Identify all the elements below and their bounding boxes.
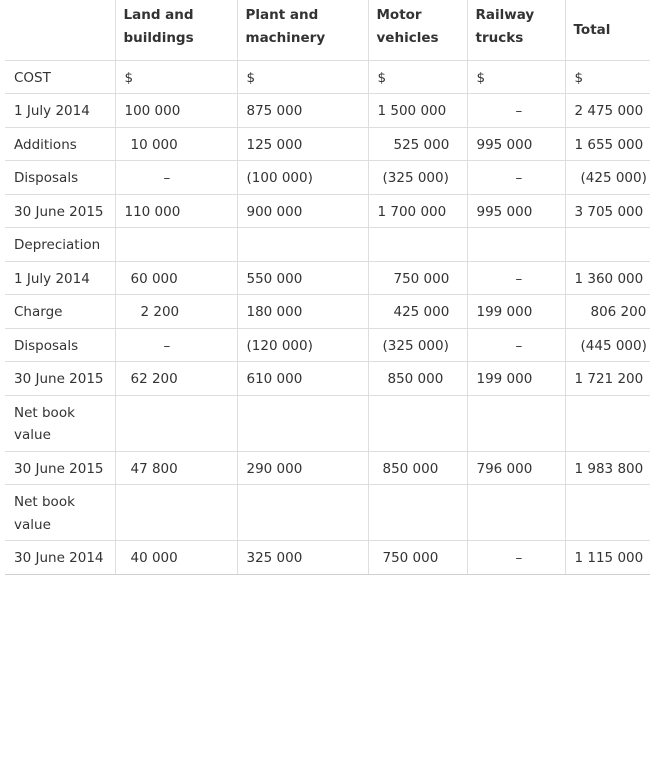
cell-plant: 550 000 <box>237 261 368 295</box>
row-label: Depreciation <box>5 228 115 262</box>
cell-total: 1 721 200 <box>565 362 650 396</box>
cell-railway <box>467 228 565 262</box>
row-label: 30 June 2015 <box>5 362 115 396</box>
cell-total: (445 000) <box>565 328 650 362</box>
row-label: Disposals <box>5 328 115 362</box>
cell-plant: (100 000) <box>237 161 368 195</box>
cell-total: $ <box>565 60 650 94</box>
cell-land <box>115 395 237 451</box>
table-row <box>5 94 650 128</box>
cell-land: – <box>115 328 237 362</box>
cell-railway: 995 000 <box>467 127 565 161</box>
cell-total: 1 655 000 <box>565 127 650 161</box>
row-label: 1 July 2014 <box>5 94 115 128</box>
cell-railway: $ <box>467 60 565 94</box>
table-row <box>5 362 650 396</box>
cell-motor: $ <box>368 60 467 94</box>
table-row <box>5 485 650 541</box>
cell-motor: 750 000 <box>368 541 467 575</box>
table-row <box>5 194 650 228</box>
cell-plant: 900 000 <box>237 194 368 228</box>
cell-plant <box>237 395 368 451</box>
cell-railway: 199 000 <box>467 295 565 329</box>
row-label: COST <box>5 60 115 94</box>
cell-motor: 525 000 <box>368 127 467 161</box>
table-row <box>5 228 650 262</box>
asset-schedule-table <box>5 0 650 575</box>
cell-plant: (120 000) <box>237 328 368 362</box>
row-label: 30 June 2014 <box>5 541 115 575</box>
cell-plant: 325 000 <box>237 541 368 575</box>
row-label: 30 June 2015 <box>5 194 115 228</box>
row-label: Disposals <box>5 161 115 195</box>
header-motor-vehicles: Motor vehicles <box>368 0 467 60</box>
header-railway-trucks: Railway trucks <box>467 0 565 60</box>
cell-land: 100 000 <box>115 94 237 128</box>
row-label: 1 July 2014 <box>5 261 115 295</box>
cell-total: 3 705 000 <box>565 194 650 228</box>
cell-plant: 290 000 <box>237 451 368 485</box>
cell-motor: 1 500 000 <box>368 94 467 128</box>
cell-plant <box>237 228 368 262</box>
cell-total <box>565 228 650 262</box>
cell-land: 60 000 <box>115 261 237 295</box>
row-label: Net book value <box>5 485 115 541</box>
row-label: 30 June 2015 <box>5 451 115 485</box>
row-label: Additions <box>5 127 115 161</box>
header-label <box>5 0 115 60</box>
cell-railway: – <box>467 261 565 295</box>
cell-total: (425 000) <box>565 161 650 195</box>
cell-railway <box>467 395 565 451</box>
cell-plant <box>237 485 368 541</box>
header-plant-machinery: Plant and machinery <box>237 0 368 60</box>
cell-total: 1 983 800 <box>565 451 650 485</box>
table-row <box>5 261 650 295</box>
table-row <box>5 161 650 195</box>
cell-motor: 850 000 <box>368 451 467 485</box>
cell-total: 2 475 000 <box>565 94 650 128</box>
cell-motor: (325 000) <box>368 161 467 195</box>
cell-railway <box>467 485 565 541</box>
cell-total <box>565 485 650 541</box>
cell-plant: 610 000 <box>237 362 368 396</box>
cell-plant: 180 000 <box>237 295 368 329</box>
cell-motor <box>368 395 467 451</box>
table-row <box>5 541 650 575</box>
cell-plant: 125 000 <box>237 127 368 161</box>
cell-land: $ <box>115 60 237 94</box>
cell-land: 110 000 <box>115 194 237 228</box>
table-row <box>5 60 650 94</box>
cell-motor: 850 000 <box>368 362 467 396</box>
cell-motor: 425 000 <box>368 295 467 329</box>
cell-railway: 199 000 <box>467 362 565 396</box>
cell-motor: 1 700 000 <box>368 194 467 228</box>
cell-railway: – <box>467 328 565 362</box>
table-row <box>5 295 650 329</box>
cell-motor: (325 000) <box>368 328 467 362</box>
cell-land: 47 800 <box>115 451 237 485</box>
cell-motor <box>368 485 467 541</box>
table-row <box>5 451 650 485</box>
table-row <box>5 328 650 362</box>
cell-plant: $ <box>237 60 368 94</box>
cell-motor <box>368 228 467 262</box>
cell-land: 62 200 <box>115 362 237 396</box>
cell-land <box>115 228 237 262</box>
cell-railway: – <box>467 161 565 195</box>
cell-railway: – <box>467 94 565 128</box>
header-row <box>5 0 650 60</box>
cell-railway: – <box>467 541 565 575</box>
header-total: Total <box>565 0 650 60</box>
cell-motor: 750 000 <box>368 261 467 295</box>
cell-land: 40 000 <box>115 541 237 575</box>
header-land-buildings: Land and buildings <box>115 0 237 60</box>
cell-total: 1 360 000 <box>565 261 650 295</box>
cell-railway: 995 000 <box>467 194 565 228</box>
cell-plant: 875 000 <box>237 94 368 128</box>
cell-total: 1 115 000 <box>565 541 650 575</box>
cell-railway: 796 000 <box>467 451 565 485</box>
cell-total <box>565 395 650 451</box>
table-row <box>5 395 650 451</box>
cell-land: – <box>115 161 237 195</box>
row-label: Charge <box>5 295 115 329</box>
cell-land: 10 000 <box>115 127 237 161</box>
cell-total: 806 200 <box>565 295 650 329</box>
cell-land: 2 200 <box>115 295 237 329</box>
table-row <box>5 127 650 161</box>
cell-land <box>115 485 237 541</box>
row-label: Net book value <box>5 395 115 451</box>
